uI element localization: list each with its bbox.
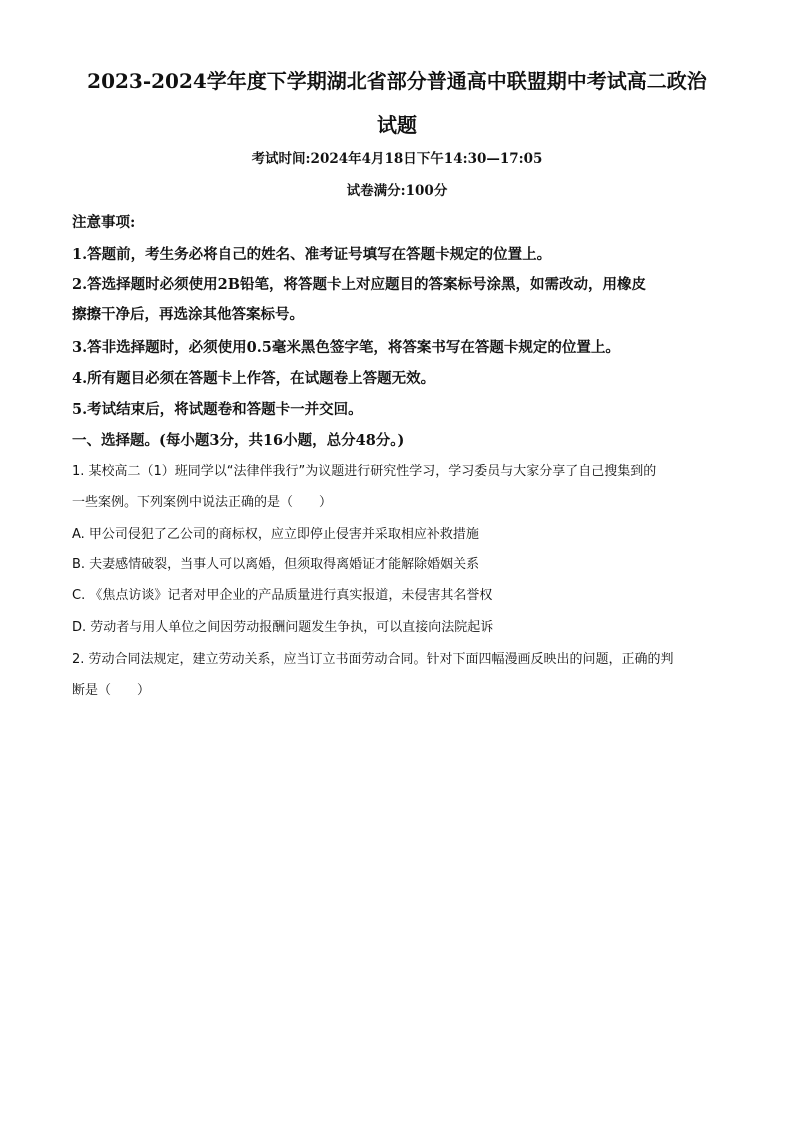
exam-score: 试卷满分:100分 bbox=[346, 183, 448, 199]
notes-heading: 注意事项: bbox=[72, 214, 136, 231]
exam-title-continued: 试题 bbox=[377, 113, 417, 137]
question-1-option-b: B. 夫妻感情破裂，当事人可以离婚，但须取得离婚证才能解除婚姻关系 bbox=[72, 557, 480, 572]
question-1-stem: 1. 某校高二（1）班同学以“法律伴我行”为议题进行研究性学习，学习委员与大家分享了自己搜集到的 bbox=[72, 464, 657, 479]
exam-title: 2023-2024学年度下学期湖北省部分普通高中联盟期中考试高二政治 bbox=[87, 69, 707, 93]
note-item-5: 5.考试结束后，将试题卷和答题卡一并交回。 bbox=[72, 401, 363, 418]
question-1-stem-continued: 一些案例。下列案例中说法正确的是（ ） bbox=[72, 495, 333, 510]
question-1-option-a: A. 甲公司侵犯了乙公司的商标权，应立即停止侵害并采取相应补救措施 bbox=[72, 527, 479, 542]
note-item-4: 4.所有题目必须在答题卡上作答，在试题卷上答题无效。 bbox=[72, 370, 436, 387]
note-item-1: 1.答题前，考生务必将自己的姓名、准考证号填写在答题卡规定的位置上。 bbox=[72, 246, 552, 263]
section-heading: 一、选择题。(每小题3分，共16小题，总分48分。) bbox=[72, 432, 405, 449]
exam-time: 考试时间:2024年4月18日下午14:30—17:05 bbox=[251, 151, 543, 167]
note-item-2-continued: 擦擦干净后，再选涂其他答案标号。 bbox=[72, 306, 304, 323]
question-1-option-d: D. 劳动者与用人单位之间因劳动报酬问题发生争执，可以直接向法院起诉 bbox=[72, 620, 494, 635]
question-2-stem-continued: 断是（ ） bbox=[72, 683, 151, 698]
note-item-3: 3.答非选择题时，必须使用0.5毫米黑色签字笔，将答案书写在答题卡规定的位置上。 bbox=[72, 339, 620, 356]
question-2-stem: 2. 劳动合同法规定，建立劳动关系，应当订立书面劳动合同。针对下面四幅漫画反映出的问题，正确的判 bbox=[72, 652, 674, 667]
note-item-2: 2.答选择题时必须使用2B铅笔，将答题卡上对应题目的答案标号涂黑，如需改动，用橡皮 bbox=[72, 276, 646, 293]
question-1-option-c: C. 《焦点访谈》记者对甲企业的产品质量进行真实报道，未侵害其名誉权 bbox=[72, 588, 493, 603]
